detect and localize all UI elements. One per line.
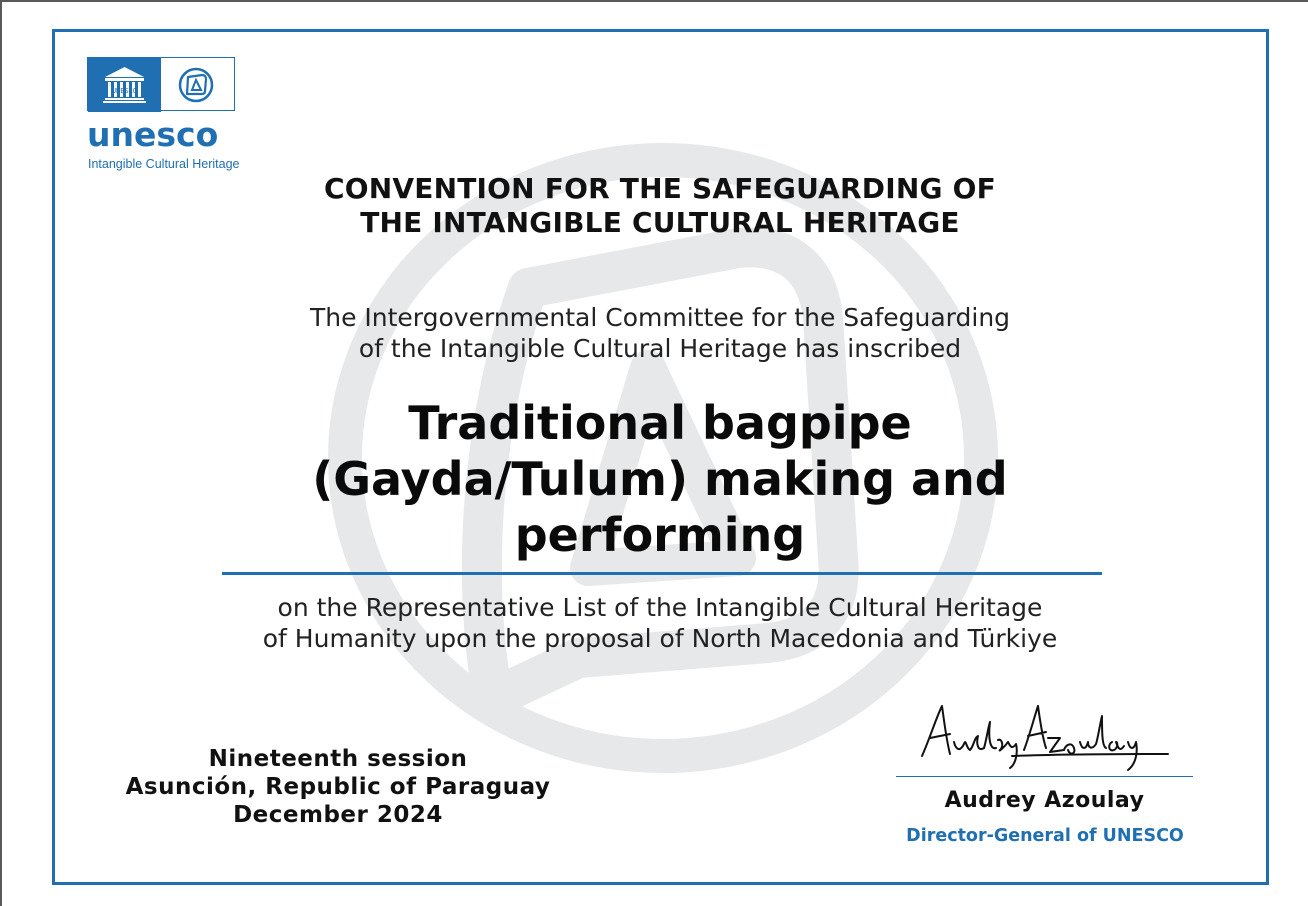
signatory-name: Audrey Azoulay — [944, 788, 1145, 813]
unesco-wordmark: unesco — [87, 115, 219, 154]
session-place: Asunción, Republic of Paraguay — [125, 774, 551, 800]
session-details — [108, 745, 568, 829]
inscription-line: The Intergovernmental Committee for the Safeguarding — [309, 303, 1011, 332]
svg-text:UNESCO: UNESCO — [111, 87, 138, 95]
element-title-line: Traditional bagpipe — [408, 396, 912, 450]
list-statement — [160, 592, 1160, 654]
element-title-line: (Gayda/Tulum) making and — [312, 452, 1008, 506]
element-title-line: performing — [514, 508, 806, 562]
logo-subtitle: Intangible Cultural Heritage — [88, 157, 240, 171]
list-line: on the Representative List of the Intangible Cultural Heritage — [277, 593, 1043, 622]
unesco-ich-logo — [87, 57, 239, 175]
inscription-statement — [160, 302, 1160, 364]
session-name: Nineteenth session — [208, 746, 468, 772]
element-title — [160, 395, 1160, 563]
convention-heading-line: THE INTANGIBLE CULTURAL HERITAGE — [360, 206, 960, 239]
ich-emblem-icon — [178, 67, 214, 103]
list-line: of Humanity upon the proposal of North Macedonia and Türkiye — [262, 624, 1058, 653]
signatory-title: Director-General of UNESCO — [906, 826, 1184, 846]
handwritten-signature — [916, 698, 1176, 774]
title-divider — [222, 572, 1102, 575]
unesco-temple-icon — [88, 58, 161, 112]
convention-heading-line: CONVENTION FOR THE SAFEGUARDING OF — [324, 172, 996, 205]
session-date: December 2024 — [233, 802, 443, 828]
inscription-line: of the Intangible Cultural Heritage has inscribed — [358, 334, 962, 363]
logo-emblem-box — [87, 57, 235, 111]
signature-line — [896, 776, 1193, 777]
convention-heading — [160, 172, 1160, 240]
